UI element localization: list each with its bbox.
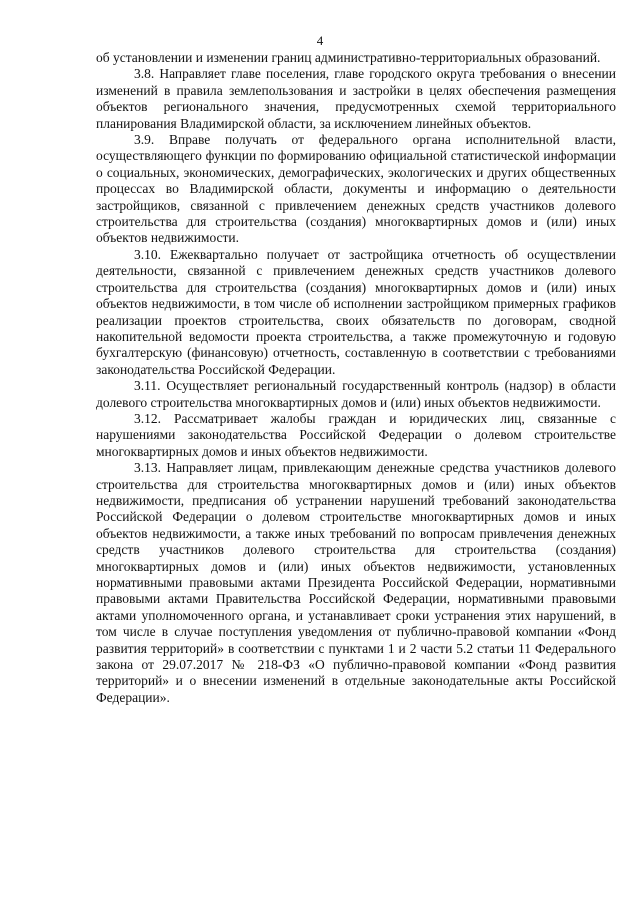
document-body (96, 50, 616, 706)
paragraph-3-12: 3.12. Рассматривает жалобы граждан и юридических лиц, связанные с нарушениями законодательства Российской Федерации о долевом строительстве многоквартирных домов и иных объектов недвижимости. (96, 410, 616, 459)
paragraph-3-8: 3.8. Направляет главе поселения, главе городского округа требования о внесении изменений в правила землепользования и застройки в целях обеспечения размещения объектов регионального значения, предусмотренных схемой территориального планирования Владимирской области, за исключением линейных объектов. (96, 66, 616, 131)
paragraph-3-11: 3.11. Осуществляет региональный государственный контроль (надзор) в области долевого строительства многоквартирных домов и (или) иных объектов недвижимости. (96, 378, 616, 410)
paragraph-3-10: 3.10. Ежеквартально получает от застройщика отчетность об осуществлении деятельности, связанной с привлечением денежных средств участников долевого строительства для строительства (создания) многоквартирных домов и (или) иных объектов недвижимости, в том числе об исполнении застройщиком примерных графиков реализации проектов строительства, своих обязательств по договорам, сводной накопительной ведомости проекта строительства, а также промежуточную и годовую бухгалтерскую (финансовую) отчетность, составленную в соответствии с требованиями законодательства Российской Федерации. (96, 246, 616, 377)
paragraph-3-13: 3.13. Направляет лицам, привлекающим денежные средства участников долевого строительства для строительства многоквартирных домов и (или) иных объектов недвижимости, предписания об устранении нарушений требований законодательства Российской Федерации о долевом строительстве многоквартирных домов и иных объектов недвижимости, а также иных требований по вопросам привлечения денежных средств участников долевого строительства для строительства (создания) многоквартирных домов и (или) иных объектов недвижимости, установленных нормативными правовыми актами Президента Российской Федерации, нормативными правовыми актами Правительства Российской Федерации, нормативными правовыми актами уполномоченного органа, и устанавливает сроки устранения этих нарушений, в том числе в случае поступления уведомления от публично-правовой компании «Фонд развития территорий» в соответствии с пунктами 1 и 2 части 5.2 статьи 11 Федерального закона от 29.07.2017 № 218-ФЗ «О публично-правовой компании «Фонд развития территорий» и о внесении изменений в отдельные законодательные акты Российской Федерации». (96, 460, 616, 705)
page-number: 4 (316, 33, 324, 48)
paragraph-3-9: 3.9. Вправе получать от федерального органа исполнительной власти, осуществляющего функции по формированию официальной статистической информации о социальных, экономических, демографических, экологических и других общественных процессах во Владимирской области, документы и информацию о деятельности застройщиков, связанной с привлечением денежных средств участников долевого строительства для строительства (создания) многоквартирных домов и (или) иных объектов недвижимости. (96, 132, 616, 246)
paragraph-continuation: об установлении и изменении границ административно-территориальных образований. (96, 50, 601, 65)
